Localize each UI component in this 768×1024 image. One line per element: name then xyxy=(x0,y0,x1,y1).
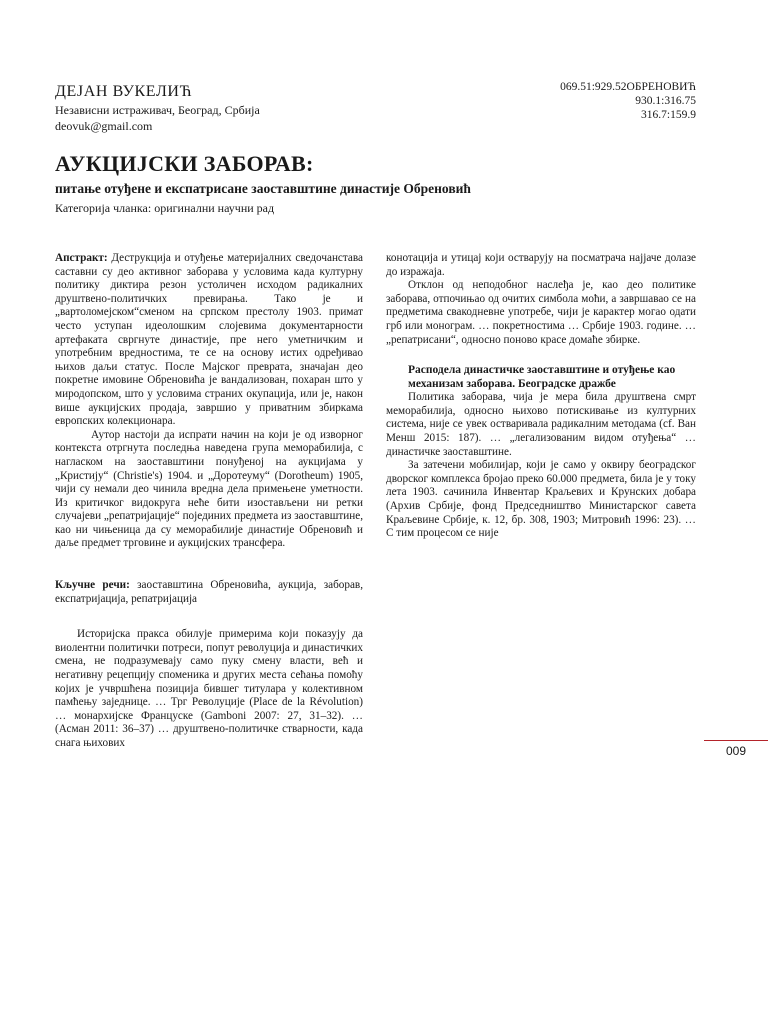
author-email[interactable]: deovuk@gmail.com xyxy=(55,119,153,133)
keywords-label: Кључне речи: xyxy=(55,579,130,592)
author-affiliation: Независни истраживач, Београд, Србија xyxy=(55,103,260,117)
udc-code: 930.1:316.75 xyxy=(635,95,696,107)
keywords-text: заоставштина Обреновића, аукција, заборав, експатријација, репатријација xyxy=(55,579,363,605)
body-paragraph: Политика заборава, чија је мера била друштвена смрт меморабилија, односно њихово потискивање из културних система, није се увек остваривала радикалним методама (cf. Ван Менш 2015: 187). … „легализованим видом отуђења“ … династичке заоставштине. xyxy=(386,391,696,458)
abstract xyxy=(55,252,363,429)
section-heading: Расподела династичке заоставштине и отуђење као механизам заборава. Београдске дражбе xyxy=(408,364,676,391)
body-paragraph: За затечени мобилијар, који је само у оквиру београдског дворског комплекса бројао преко 60.000 предмета, била је у току лета 1903. сачинила Инвентар Краљевих и Крунских добара (Архив Србије, фонд Председништво Министарског савета Краљевине Србије, к. 12, бр. 308, 1903; Митровић 1996: 23). … С тим процесом се није xyxy=(386,459,696,540)
body-paragraph: Историјска пракса обилује примерима који показују да виолентни политички потреси, попут револуција и династичких смена, не подразумевају само пуку смену власти, већ и негативну рецепцију споменика и других места сећања помоћу којих је учвршћена позиција бившег титулара у колективном памћењу заједнице. … Трг Револуције (Place de la Révolution) … монархијске Француске (Gamboni 2007: 27, 31–32). … (Асман 2011: 36–37) … друштвено-политичке стварности, када снага њихових xyxy=(55,628,363,749)
right-column xyxy=(386,252,696,1014)
page-number-rule xyxy=(704,740,768,741)
page-number: 009 xyxy=(726,744,747,758)
spacer xyxy=(55,565,363,579)
article-category: Категорија чланка: оригинални научни рад xyxy=(55,201,275,215)
page-number-marker xyxy=(704,740,768,764)
udc-code: 069.51:929.52ОБРЕНОВИЋ xyxy=(560,81,696,93)
author-block xyxy=(55,82,455,134)
abstract-continuation: Аутор настоји да испрати начин на који је од изворног контекста отргнута последња наведена група меморабилија, с нагласком на заоставштини понуђеној на аукцијама у „Кристију“ (Christie's) 1904. и „Доротеуму“ (Dorotheum) 1905, чији су немали део чинила вредна дела примењене уметности. Из критичког видокруга неће бити изостављени ни ретки случајеви „репатријације“ појединих предмета из заоставштине, као ни чињеница да су меморабилије династије Обреновић и даље предмет трговине и аукцијских трансфера. xyxy=(55,428,363,550)
left-column xyxy=(55,252,363,1014)
abstract-label: Апстракт: xyxy=(55,252,108,264)
author-name: ДЕЈАН ВУКЕЛИЋ xyxy=(55,83,193,100)
udc-classification xyxy=(436,80,696,122)
body-paragraph: конотација и утицај који остварују на посматрача најјаче долазе до изражаја. xyxy=(386,252,696,278)
abstract-text: Деструкција и отуђење материјалних сведочанстава саставни су део активног заборава у условима када културну политику диктира резон устоличен исходом радикалних друштвено-политичких превирања. Тако је и „вартоломејском“сменом на српском престолу 1903. примат често уступан идеолошким слојевима документарности артефаката свргнуте династије, пре него уметничким и употребним вредностима, те се на основу истих одређивао њихов даљи статус. После Мајског преврата, значајан део покретне имовине Обреновића је вандализован, похаран што у миродопском, што у условима страних окупација, или је, након више аукцијских продаја, завршио у приватним збиркама европских колекционара. xyxy=(55,252,363,428)
article-subtitle: питање отуђене и експатрисане заоставштине династије Обреновић xyxy=(55,181,471,196)
udc-code: 316.7:159.9 xyxy=(641,109,696,121)
article-title: АУКЦИЈСКИ ЗАБОРАВ: xyxy=(55,151,314,176)
body-paragraph: Отклон од неподобног наслеђа је, као део политике заборава, отпочињао од очитих симбола моћи, а завршавао се на предметима свакодневне употребе, чији је карактер могао одати грб или монограм. … покретностима … Србије 1903. године. … „репатрисани“, односно поново красе домаће збирке. xyxy=(386,279,696,346)
keywords xyxy=(55,579,363,606)
